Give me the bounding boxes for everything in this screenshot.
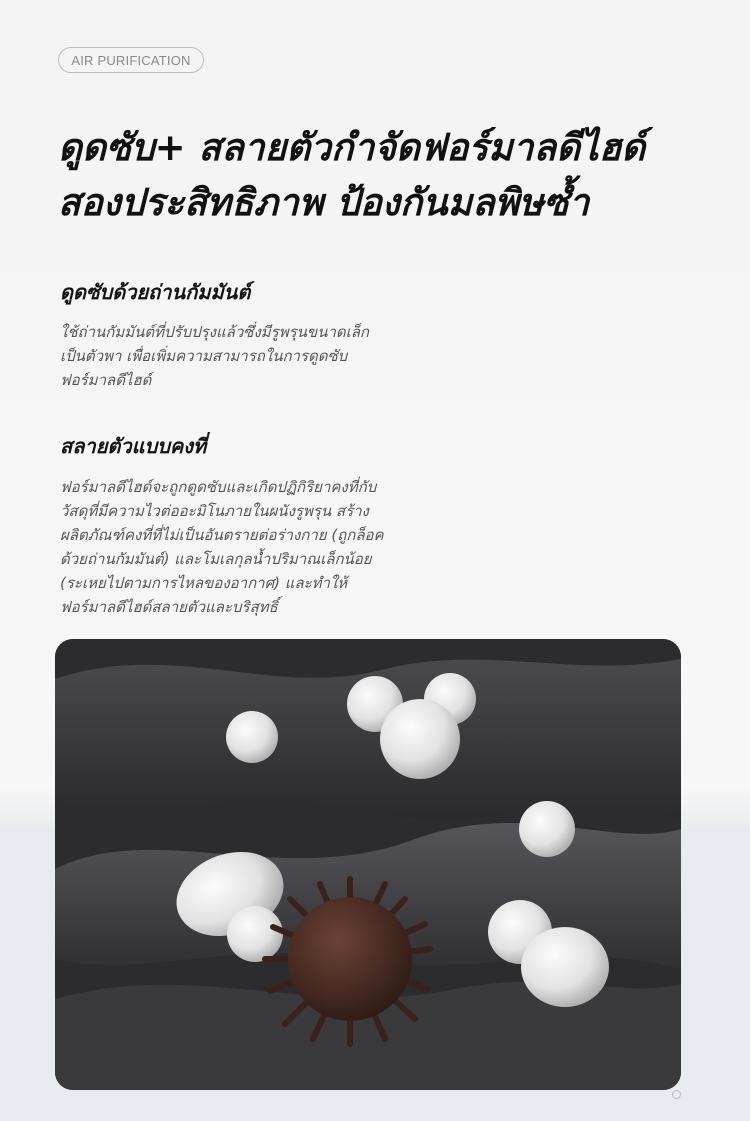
activated-carbon-illustration [55, 639, 681, 1090]
particle [226, 711, 278, 763]
category-badge [58, 47, 204, 73]
text-line: ด้วยถ่านกัมมันต์) และโมเลกุลน้ำปริมาณเล็กน้อย [60, 550, 372, 568]
text-line: วัสดุที่มีความไวต่ออะมิโนภายในผนังรูพรุน สร้าง [60, 502, 369, 520]
section-title-adsorption: ดูดซับด้วยถ่านกัมมันต์ [60, 280, 251, 304]
category-badge-label: AIR PURIFICATION [71, 52, 191, 68]
section-text-adsorption [60, 320, 490, 392]
section-text-decomposition [60, 475, 490, 619]
text-line: ฟอร์มาลดีไฮด์จะถูกดูดซับและเกิดปฏิกิริยาคงที่กับ [60, 478, 377, 496]
text-line: เป็นตัวพา เพื่อเพิ่มความสามารถในการดูดซับ [60, 347, 348, 365]
text-line: (ระเหยไปตามการไหลของอากาศ) และทำให้ [60, 574, 348, 592]
section-title-decomposition: สลายตัวแบบคงที่ [60, 434, 207, 458]
text-line: ผลิตภัณฑ์คงที่ที่ไม่เป็นอันตรายต่อร่างกาย (ถูกล็อค [60, 526, 384, 544]
decorative-dot [672, 1090, 681, 1099]
text-line: ฟอร์มาลดีไฮด์สลายตัวและบริสุทธิ์ [60, 598, 278, 616]
headline-line-1: ดูดซับ+ สลายตัวกำจัดฟอร์มาลดีไฮด์ [58, 126, 646, 169]
particle [519, 801, 575, 857]
page-headline [58, 120, 718, 230]
text-line: ฟอร์มาลดีไฮด์ [60, 371, 152, 389]
headline-line-2: สองประสิทธิภาพ ป้องกันมลพิษซ้ำ [58, 181, 590, 224]
text-line: ใช้ถ่านกัมมันต์ที่ปรับปรุงแล้วซึ่งมีรูพรุนขนาดเล็ก [60, 323, 370, 341]
